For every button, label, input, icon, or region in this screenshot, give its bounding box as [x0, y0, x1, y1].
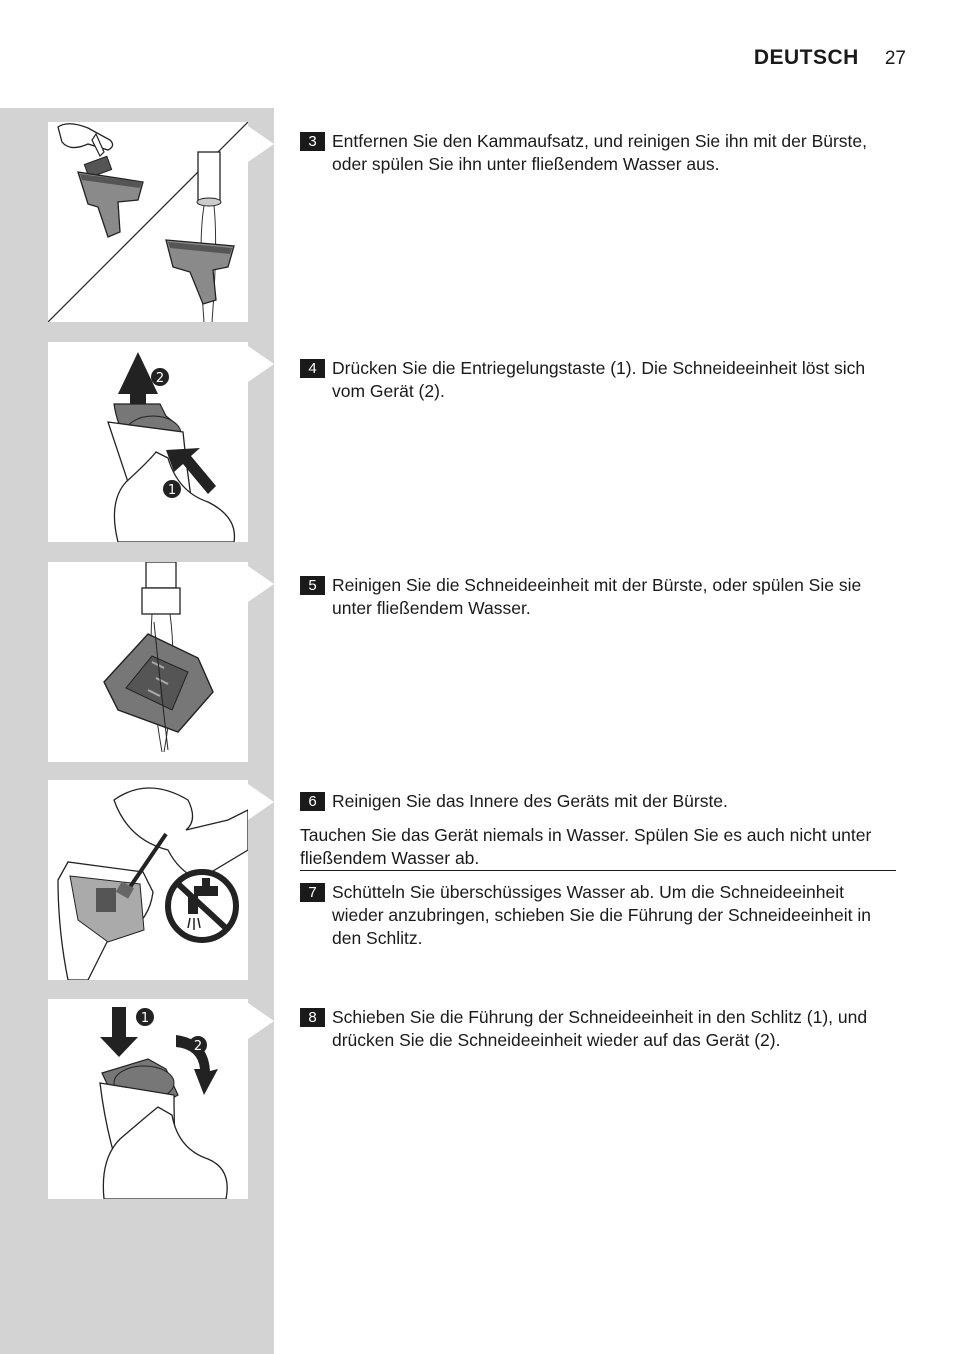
figure-pointer — [248, 126, 274, 162]
figure-remove-comb — [48, 122, 248, 322]
label-2: 2 — [193, 1039, 203, 1054]
label-2: 2 — [155, 371, 165, 386]
figure-pointer — [248, 346, 274, 382]
figure-reattach-cutting-unit — [48, 999, 248, 1199]
step-item — [300, 1006, 900, 1052]
step-text: Reinigen Sie die Schneideeinheit mit der Bürste, oder spülen Sie sie unter fließendem Wasser. — [332, 575, 862, 618]
warning-note: Tauchen Sie das Gerät niemals in Wasser. Spülen Sie es auch nicht unter fließendem Wasser ab. — [300, 824, 896, 871]
step-number: 5 — [300, 576, 325, 595]
label-1: 1 — [167, 483, 177, 498]
step-text: Reinigen Sie das Innere des Geräts mit der Bürste. — [332, 791, 728, 811]
figure-release-cutting-unit — [48, 342, 248, 542]
step-item — [300, 881, 900, 950]
step-text: Drücken Sie die Entriegelungstaste (1). Die Schneideeinheit löst sich vom Gerät (2). — [332, 358, 866, 401]
step-number: 3 — [300, 132, 325, 151]
figure-pointer — [248, 1003, 274, 1039]
step-number: 7 — [300, 883, 325, 902]
figure-pointer — [248, 784, 274, 820]
step-item — [300, 130, 900, 176]
step-number: 6 — [300, 792, 325, 811]
step-number: 4 — [300, 359, 325, 378]
step-item — [300, 574, 900, 620]
figure-rinse-cutting-unit — [48, 562, 248, 762]
language-label: DEUTSCH — [753, 46, 859, 69]
step-text: Schütteln Sie überschüssiges Wasser ab. Um die Schneideeinheit wieder anzubringen, schieben Sie die Führung der Schneideeinheit in den Schlitz. — [332, 882, 871, 948]
step-number: 8 — [300, 1008, 325, 1027]
label-1: 1 — [140, 1011, 150, 1026]
figure-pointer — [248, 566, 274, 602]
step-item — [300, 790, 900, 813]
figure-brush-device — [48, 780, 248, 980]
step-text: Schieben Sie die Führung der Schneideeinheit in den Schlitz (1), und drücken Sie die Schneideeinheit wieder auf das Gerät (2). — [332, 1007, 868, 1050]
step-text: Entfernen Sie den Kammaufsatz, und reinigen Sie ihn mit der Bürste, oder spülen Sie ihn unter fließendem Wasser aus. — [332, 131, 868, 174]
step-item — [300, 357, 900, 403]
page-header — [754, 46, 906, 70]
page-number: 27 — [884, 48, 906, 69]
